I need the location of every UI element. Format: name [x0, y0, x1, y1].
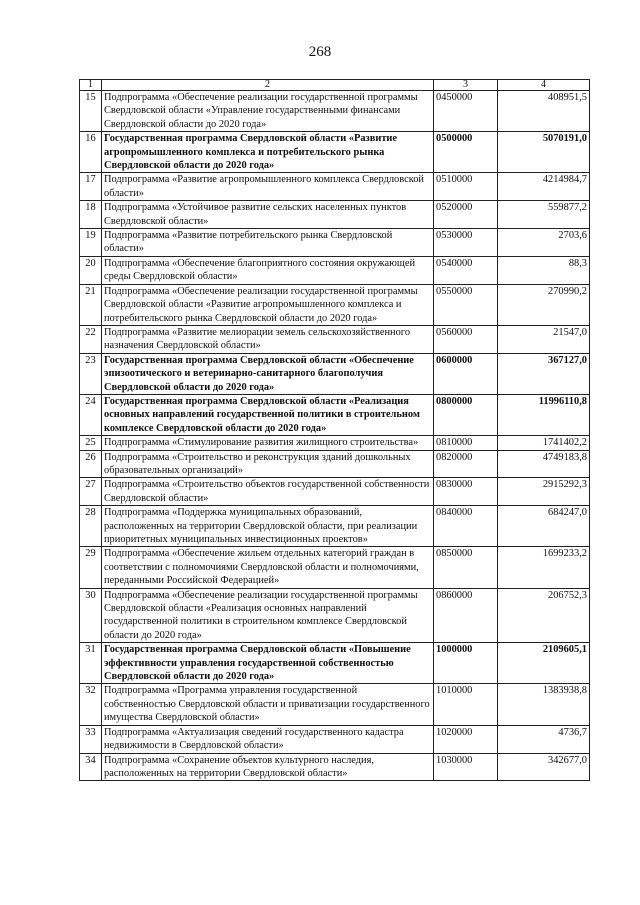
program-name-cell: Подпрограмма «Строительство объектов государственной собственности Свердловской области»	[102, 478, 434, 506]
amount-cell: 2109605,1	[498, 643, 590, 684]
table-row	[80, 450, 590, 478]
program-code-cell: 0520000	[434, 201, 498, 229]
amount-cell: 1383938,8	[498, 684, 590, 725]
row-number-cell: 17	[80, 173, 102, 201]
program-code-cell: 0550000	[434, 284, 498, 325]
program-name-cell: Подпрограмма «Обеспечение реализации государственной программы Свердловской области «Реализация основных направлений государственной политики в строительном комплексе Свердловской области до 2020 года»	[102, 588, 434, 643]
column-header-amount: 4	[498, 80, 590, 91]
program-name-cell: Подпрограмма «Устойчивое развитие сельских населенных пунктов Свердловской области»	[102, 201, 434, 229]
table-row	[80, 91, 590, 132]
budget-table	[79, 79, 590, 781]
table-row	[80, 353, 590, 394]
row-number-cell: 23	[80, 353, 102, 394]
amount-cell: 408951,5	[498, 91, 590, 132]
row-number-cell: 21	[80, 284, 102, 325]
amount-cell: 559877,2	[498, 201, 590, 229]
amount-cell: 367127,0	[498, 353, 590, 394]
row-number-cell: 33	[80, 725, 102, 753]
amount-cell: 684247,0	[498, 506, 590, 547]
table-row	[80, 201, 590, 229]
program-code-cell: 0500000	[434, 132, 498, 173]
row-number-cell: 30	[80, 588, 102, 643]
program-code-cell: 0840000	[434, 506, 498, 547]
table-row	[80, 643, 590, 684]
amount-cell: 5070191,0	[498, 132, 590, 173]
row-number-cell: 34	[80, 753, 102, 781]
amount-cell: 270990,2	[498, 284, 590, 325]
table-row	[80, 725, 590, 753]
program-name-cell: Подпрограмма «Сохранение объектов культурного наследия, расположенных на территории Свердловской области»	[102, 753, 434, 781]
program-code-cell: 1000000	[434, 643, 498, 684]
amount-cell: 2915292,3	[498, 478, 590, 506]
program-code-cell: 0800000	[434, 394, 498, 435]
table-row	[80, 325, 590, 353]
row-number-cell: 20	[80, 256, 102, 284]
row-number-cell: 18	[80, 201, 102, 229]
row-number-cell: 28	[80, 506, 102, 547]
table-row	[80, 173, 590, 201]
amount-cell: 21547,0	[498, 325, 590, 353]
program-name-cell: Подпрограмма «Обеспечение благоприятного состояния окружающей среды Свердловской области»	[102, 256, 434, 284]
amount-cell: 4214984,7	[498, 173, 590, 201]
table-row	[80, 478, 590, 506]
row-number-cell: 26	[80, 450, 102, 478]
program-code-cell: 0510000	[434, 173, 498, 201]
row-number-cell: 16	[80, 132, 102, 173]
table-row	[80, 436, 590, 450]
program-code-cell: 1030000	[434, 753, 498, 781]
row-number-cell: 22	[80, 325, 102, 353]
table-body	[80, 91, 590, 781]
row-number-cell: 25	[80, 436, 102, 450]
amount-cell: 88,3	[498, 256, 590, 284]
program-name-cell: Подпрограмма «Поддержка муниципальных образований, расположенных на территории Свердловской области, при реализации приоритетных муниципальных инвестиционных проектов»	[102, 506, 434, 547]
row-number-cell: 31	[80, 643, 102, 684]
amount-cell: 206752,3	[498, 588, 590, 643]
table-header-row	[80, 80, 590, 91]
column-header-code: 3	[434, 80, 498, 91]
program-code-cell: 0830000	[434, 478, 498, 506]
program-code-cell: 1020000	[434, 725, 498, 753]
program-name-cell: Подпрограмма «Обеспечение реализации государственной программы Свердловской области «Управление государственными финансами Свердловской области до 2020 года»	[102, 91, 434, 132]
program-name-cell: Подпрограмма «Стимулирование развития жилищного строительства»	[102, 436, 434, 450]
program-name-cell: Подпрограмма «Обеспечение реализации государственной программы Свердловской области «Развитие агропромышленного комплекса и потребительского рынка Свердловской области до 2020 года»	[102, 284, 434, 325]
page-number: 268	[308, 44, 332, 60]
amount-cell: 342677,0	[498, 753, 590, 781]
program-code-cell: 0810000	[434, 436, 498, 450]
table-row	[80, 588, 590, 643]
amount-cell: 1741402,2	[498, 436, 590, 450]
program-name-cell: Подпрограмма «Программа управления государственной собственностью Свердловской области и приватизации государственного имущества Свердловской области»	[102, 684, 434, 725]
row-number-cell: 15	[80, 91, 102, 132]
program-code-cell: 0600000	[434, 353, 498, 394]
row-number-cell: 29	[80, 547, 102, 588]
amount-cell: 4736,7	[498, 725, 590, 753]
table-row	[80, 132, 590, 173]
amount-cell: 11996110,8	[498, 394, 590, 435]
table-row	[80, 506, 590, 547]
program-name-cell: Государственная программа Свердловской области «Развитие агропромышленного комплекса и потребительского рынка Свердловской области до 2020 года»	[102, 132, 434, 173]
amount-cell: 4749183,8	[498, 450, 590, 478]
program-name-cell: Подпрограмма «Актуализация сведений государственного кадастра недвижимости в Свердловской области»	[102, 725, 434, 753]
program-code-cell: 0860000	[434, 588, 498, 643]
program-code-cell: 0820000	[434, 450, 498, 478]
table-row	[80, 284, 590, 325]
program-name-cell: Подпрограмма «Развитие мелиорации земель сельскохозяйственного назначения Свердловской области»	[102, 325, 434, 353]
table-row	[80, 256, 590, 284]
table-row	[80, 394, 590, 435]
row-number-cell: 32	[80, 684, 102, 725]
amount-cell: 1699233,2	[498, 547, 590, 588]
program-name-cell: Подпрограмма «Развитие потребительского рынка Свердловской области»	[102, 229, 434, 257]
column-header-number: 1	[80, 80, 102, 91]
program-name-cell: Подпрограмма «Развитие агропромышленного комплекса Свердловской области»	[102, 173, 434, 201]
row-number-cell: 24	[80, 394, 102, 435]
program-name-cell: Государственная программа Свердловской области «Реализация основных направлений государственной политики в строительном комплексе Свердловской области до 2020 года»	[102, 394, 434, 435]
program-code-cell: 0450000	[434, 91, 498, 132]
program-code-cell: 0530000	[434, 229, 498, 257]
table-row	[80, 547, 590, 588]
table-row	[80, 229, 590, 257]
program-name-cell: Подпрограмма «Строительство и реконструкция зданий дошкольных образовательных организаций»	[102, 450, 434, 478]
table-row	[80, 684, 590, 725]
program-code-cell: 1010000	[434, 684, 498, 725]
program-code-cell: 0560000	[434, 325, 498, 353]
program-name-cell: Подпрограмма «Обеспечение жильем отдельных категорий граждан в соответствии с полномочиями Свердловской области и полномочиями, переданными Российской Федерацией»	[102, 547, 434, 588]
row-number-cell: 19	[80, 229, 102, 257]
program-code-cell: 0540000	[434, 256, 498, 284]
row-number-cell: 27	[80, 478, 102, 506]
table-row	[80, 753, 590, 781]
program-code-cell: 0850000	[434, 547, 498, 588]
program-name-cell: Государственная программа Свердловской области «Повышение эффективности управления государственной собственностью Свердловской области до 2020 года»	[102, 643, 434, 684]
program-name-cell: Государственная программа Свердловской области «Обеспечение эпизоотического и ветеринарно-санитарного благополучия Свердловской области до 2020 года»	[102, 353, 434, 394]
amount-cell: 2703,6	[498, 229, 590, 257]
column-header-name: 2	[102, 80, 434, 91]
